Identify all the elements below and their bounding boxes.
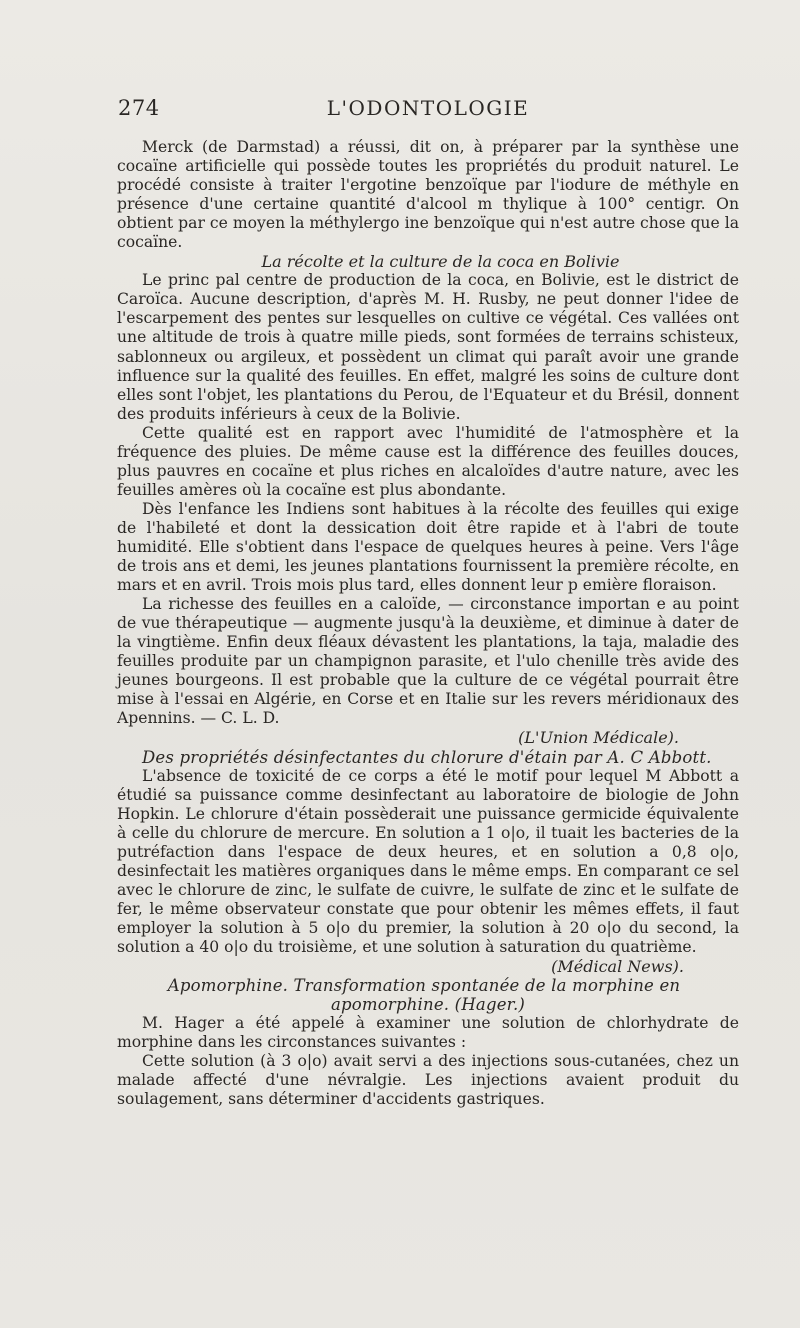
paragraph-coca-harvest: Dès l'enfance les Indiens sont habitues à la récolte des feuilles qui exige de l'habileté et dont la dessication doit être rapide et à l'abri de toute humidité. Elle s'obtient dans l'espace de quelques heures à peine. Vers l'âge de trois ans et demi, les jeunes plantations fournissent la première récolte, en mars et en avril. Trois mois plus tard, elles donnent leur p emière floraison. [117, 499, 739, 595]
source-union-medicale: (L'Union Médicale). [518, 728, 679, 748]
paragraph-morphine-solution: Cette solution (à 3 o|o) avait servi a des injections sous-cutanées, chez un malade affecté d'une névralgie. Les injections avaient produit du soulagement, sans déterminer d'accidents gastriques. [117, 1052, 739, 1109]
paragraph-tin-chloride: L'absence de toxicité de ce corps a été le motif pour lequel M Abbott a étudié sa puissance comme desinfectant au laboratoire de biologie de John Hopkin. Le chlorure d'étain possèderait une puissance germicide équivalente à celle du chlorure de mercure. En solution a 1 o|o, il tuait les bacteries de la putréfaction dans l'espace de deux heures, et en solution a 0,8 o|o, desinfectait les matières organiques dans le même emps. En comparant ce sel avec le chlorure de zinc, le sulfate de cuivre, le sulfate de zinc et le sulfate de fer, le même observateur constate que pour obtenir les mêmes effets, il faut employer la solution à 5 o|o du premier, la solution à 20 o|o du second, la solution a 40 o|o du troisième, et une solution à saturation du quatrième. [117, 766, 739, 956]
paragraph-coca-quality: Cette qualité est en rapport avec l'humidité de l'atmosphère et la fréquence des pluies. De même cause est la différence des feuilles douces, plus pauvres en cocaïne et plus riches en alcaloïdes d'autre nature, avec les feuilles amères où la cocaïne est plus abondante. [117, 423, 739, 499]
running-title: L'ODONTOLOGIE [326, 96, 530, 120]
page-number: 274 [118, 96, 160, 120]
paragraph-coca-alkaloid: La richesse des feuilles en a caloïde, — circonstance importan e au point de vue thérapeutique — augmente jusqu'à la deuxième, et diminue à dater de la vingtième. Enfin deux fléaux dévastent les plantations, la taja, maladie des feuilles produite par un champignon parasite, et l'ulo chenille très avide des jeunes bourgeons. Il est probable que la culture de ce végétal pourrait être mise à l'essai en Algérie, en Corse et en Italie sur les revers méridionaux des Apennins. — C. L. D. [117, 595, 739, 728]
section-subtitle-coca: La récolte et la culture de la coca en Bolivie [261, 252, 620, 272]
paragraph-hager-intro: M. Hager a été appelé à examiner une solution de chlorhydrate de morphine dans les circonstances suivantes : [117, 1014, 739, 1052]
page-body [117, 138, 739, 1109]
source-medical-news: (Médical News). [551, 957, 684, 977]
paragraph-coca-production: Le princ pal centre de production de la coca, en Bolivie, est le district de Caroïca. Aucune description, d'après M. H. Rusby, ne peut donner l'idee de l'escarpement des pentes sur lesquelles on cultive ce végétal. Ces vallées ont une altitude de trois à quatre mille pieds, sont formées de terrains schisteux, sablonneux ou argileux, et possèdent un climat qui paraît avoir une grande influence sur la qualité des feuilles. En effet, malgré les soins de culture dont elles sont l'objet, les plantations du Perou, de l'Equateur et du Brésil, donnent des produits inférieurs à ceux de la Bolivie. [117, 271, 739, 423]
paragraph-cocaine-synthesis: Merck (de Darmstad) a réussi, dit on, à préparer par la synthèse une cocaïne artificielle qui possède toutes les propriétés du produit naturel. Le procédé consiste à traiter l'ergotine benzoïque par l'iodure de méthyle en présence d'une certaine quantité d'alcool m thylique à 100° centigr. On obtient par ce moyen la méthylergo ine benzoïque qui n'est autre chose que la cocaïne. [117, 138, 739, 252]
section-title-abbott: Des propriétés désinfectantes du chlorure d'étain par A. C Abbott. [142, 747, 712, 767]
page-header [118, 96, 738, 126]
section-title-apomorphine: Apomorphine. Transformation spontanée de la morphine en apomorphine. (Hager.) [167, 976, 681, 1015]
